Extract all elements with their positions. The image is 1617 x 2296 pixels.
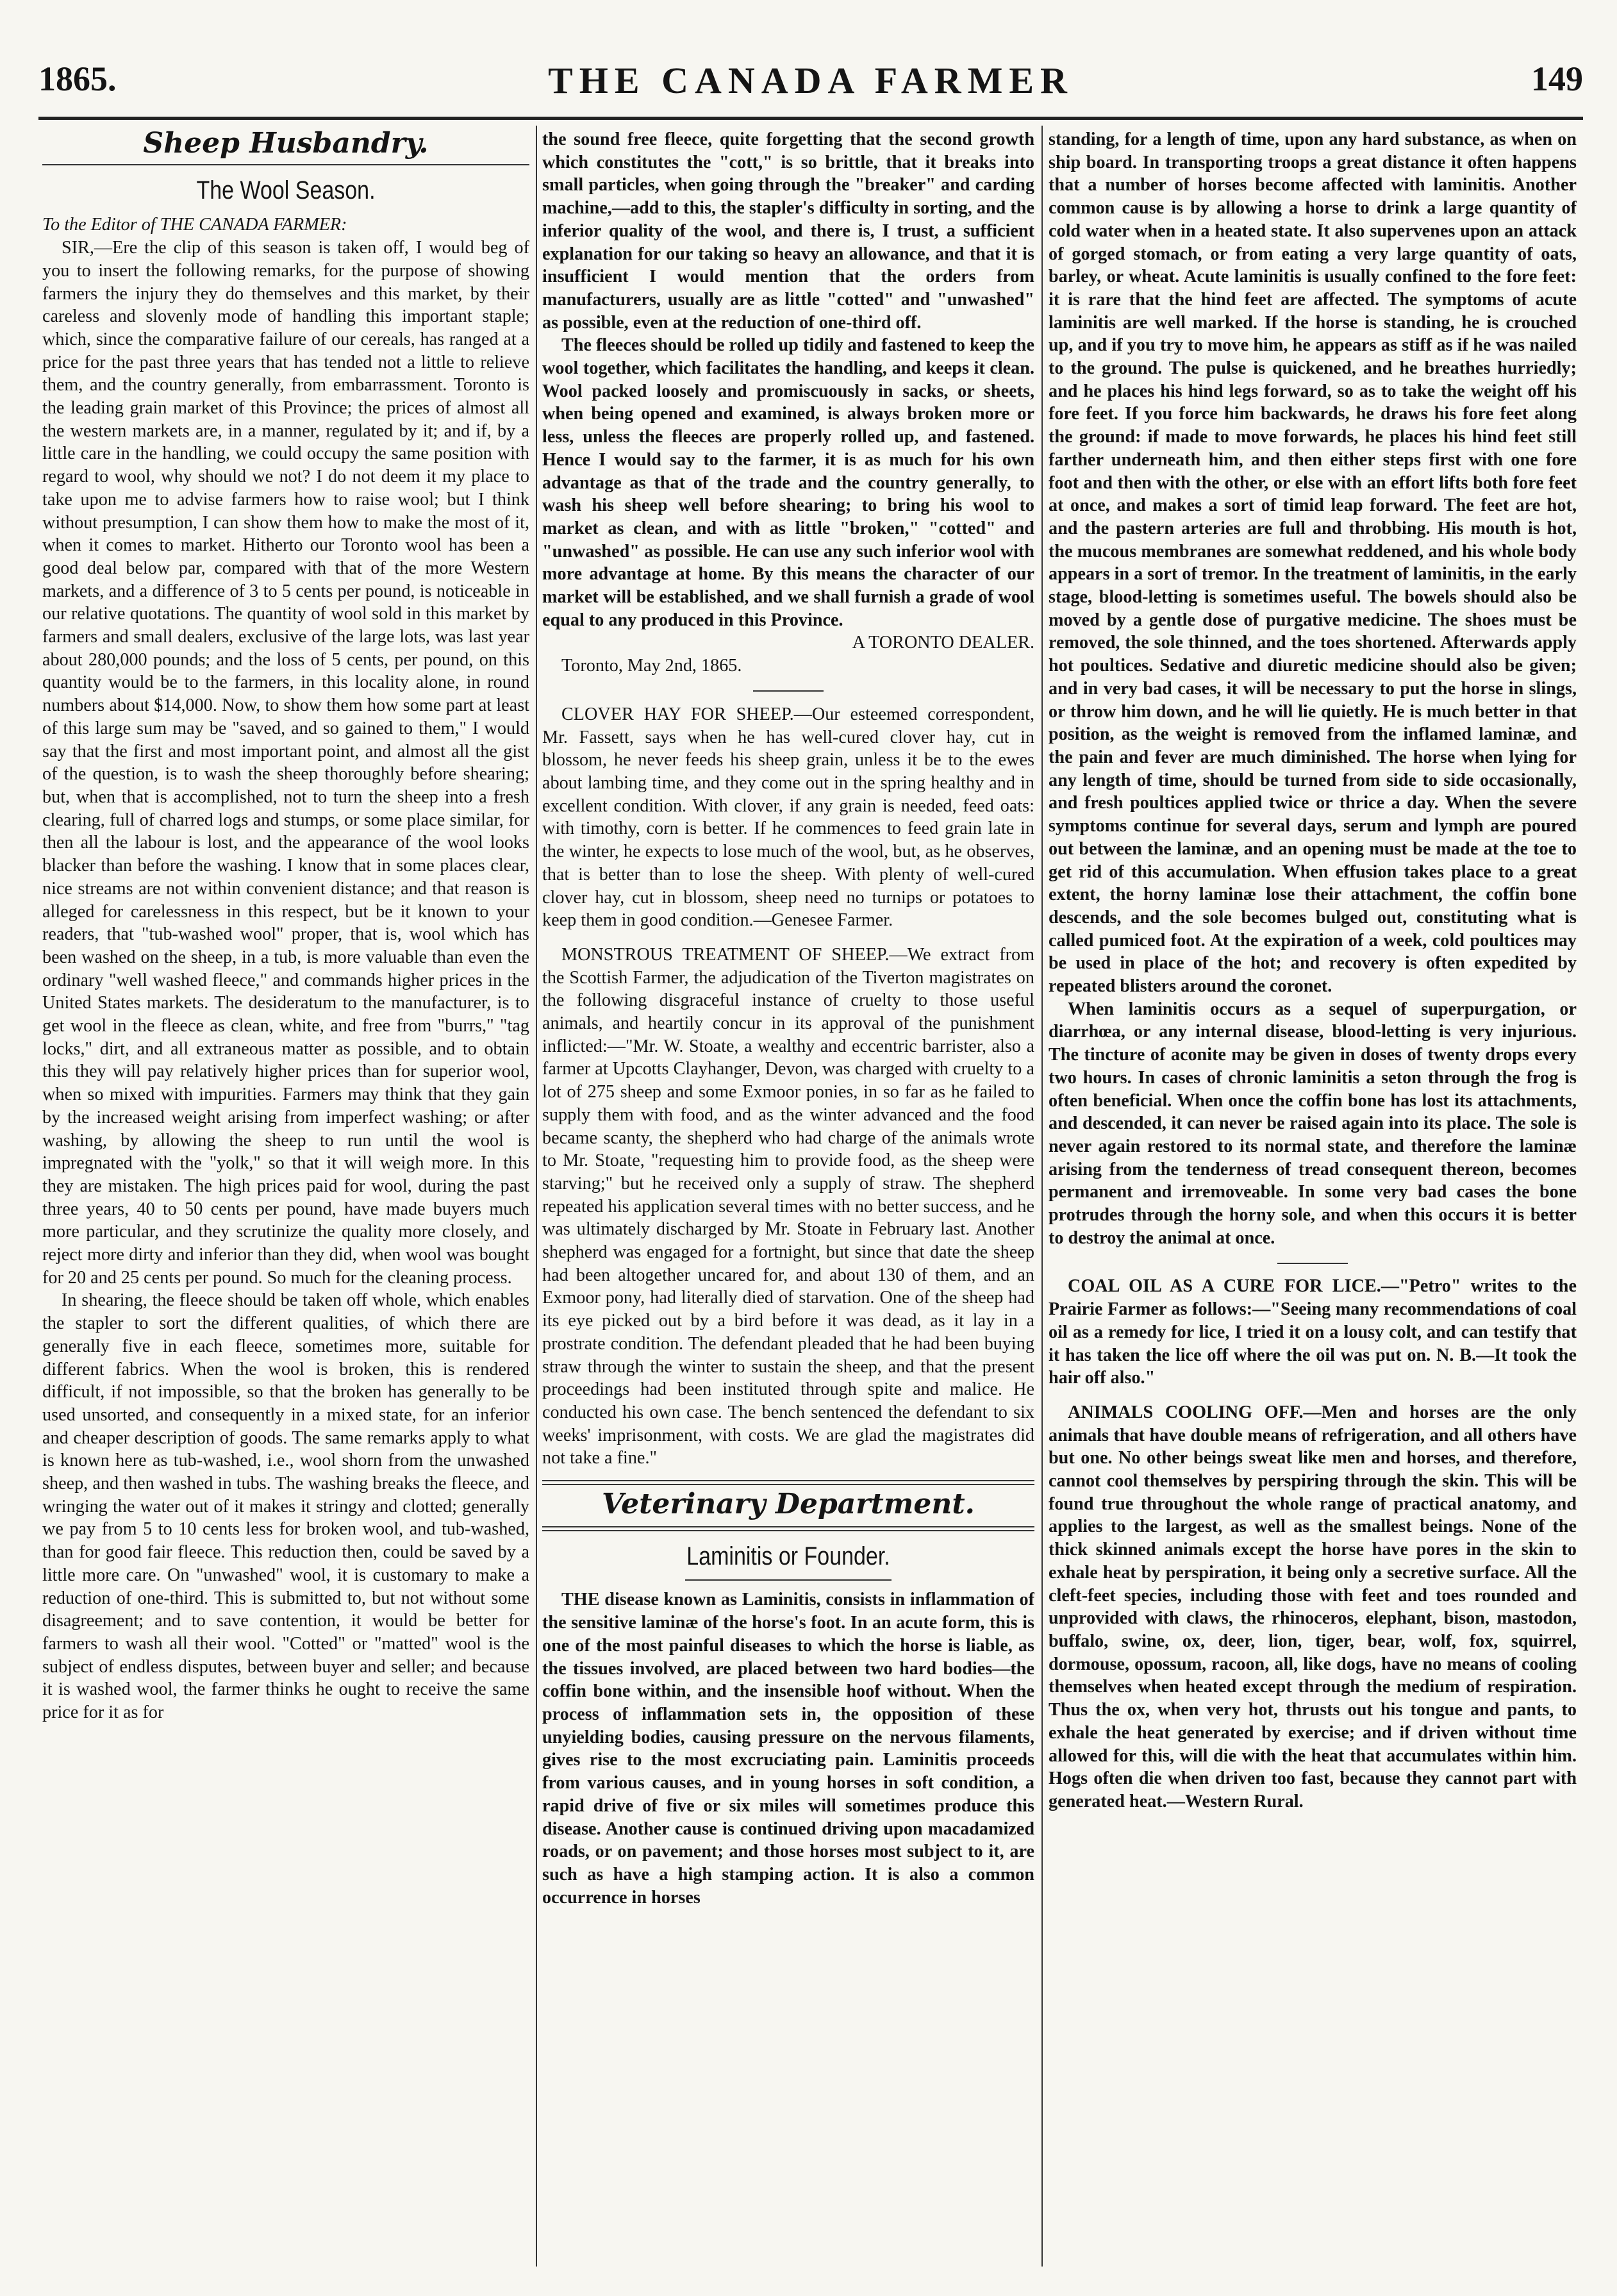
article-title-wool-season: The Wool Season. xyxy=(196,176,376,204)
section-heading-sheep: Sheep Husbandry. xyxy=(143,128,429,160)
article-paragraph: In shearing, the fleece should be taken off whole, which enables the stapler to sort the different qualities, of which there are generally five in each fleece, sometimes more, suitable for different fabrics. When the wool is broken, this is rendered difficult, if not impossible, so that the broken has generally to be used unsorted, and consequently in a mixed state, for an inferior and cheaper description of goods. The same remarks apply to what is known here as tub-washed, i.e., wool shorn from the unwashed sheep, and then washed in tubs. The washing breaks the fleece, and wringing the water out of it makes it stringy and clotted; generally we pay from 5 to 10 cents less for broken wool, and tub-washed, than for good fair fleece. This reduction then, could be saved by a little more care. On "unwashed" wool, it is customary to make a reduction of one-third. This is submitted to, but not without some disagreement; and to save contention, it would be better for farmers to wash all their wool. "Cotted" or "matted" wool is the subject of endless disputes, between buyer and seller; and because it is washed wool, the farmer thinks he ought to receive the same price for it as for xyxy=(42,1290,529,1723)
masthead-year: 1865. xyxy=(38,60,117,98)
news-item-clover-hay: CLOVER HAY FOR SHEEP.—Our esteemed correspondent, Mr. Fassett, says when he has well-cured clover hay, cut in blossom, he never feeds his sheep grain, unless it be to the ewes about lambing time, and they come out in the spring healthy and in excellent condition. With clover, if any grain is needed, feed oats: with timothy, corn is better. If he commences to feed grain late in the winter, he expects to lose much of the wool, but, as he observes, that is better than to lose the sheep. With plenty of well-cured clover hay, cut in blossom, sheep need no turnips or potatoes to keep them in good condition.—Genesee Farmer. xyxy=(542,704,1034,931)
title-rule xyxy=(685,1579,892,1581)
news-item-animals-cooling: ANIMALS COOLING OFF.—Men and horses are the only animals that have double means of refrigeration, and all others have but one. No other beings sweat like men and horses, and therefore, cannot cool themselves by perspiring through the skin. This will be found true throughout the whole range of practical anatomy, and applies to the largest, as well as the smallest beings. None of the thick skinned animals except the horse have pores in the skin to exhale heat by perspiration, it being only a secretive surface. All the cleft-feet species, including those with feet and toes rounded and unprovided with claws, the rhinoceros, elephant, bison, mastodon, buffalo, swine, ox, deer, lion, tiger, bear, wolf, fox, squirrel, dormouse, opossum, racoon, all, like dogs, have no means of cooling themselves when heated except through the medium of respiration. Thus the ox, when very hot, thrusts out his tongue and pants, to exhale the heat generated by exercise; and if driven without time allowed for this, will die with the heat that accumulates within him. Hogs often die when driven too fast, because they cannot part with generated heat.—Western Rural. xyxy=(1049,1402,1577,1811)
column-2 xyxy=(542,128,1034,2263)
article-paragraph: standing, for a length of time, upon any hard substance, as when on ship board. In transporting troops a great distance it often happens that a number of horses become affected with laminitis. Another common cause is by allowing a horse to drink a large quantity of cold water when in a heated state. It also supervenes upon an attack of gorged stomach, or from eating a very large quantity of oats, barley, or wheat. Acute laminitis is usually confined to the fore feet: it is rare that the hind feet are affected. The symptoms of acute laminitis are well marked. If the horse is standing, he is crouched up, and if you try to move him, he appears as stiff as if he was nailed to the ground. The pulse is quickened, and he breathes hurriedly; and he places his hind legs forward, so as to take the weight off his fore feet. If you force him backwards, he draws his fore feet along the ground: if made to move forwards, he places his hind feet still farther underneath him, and then either steps first with one fore foot and then with the other, or else with an effort lifts both fore feet at once, and makes a sort of timid leap forward. The feet are hot, and the pastern arteries are full and throbbing. His mouth is hot, the mucous membranes are somewhat reddened, and his whole body appears in a sort of tremor. In the treatment of laminitis, in the early stage, blood-letting is sometimes useful. The bowels should also be moved by a gentle dose of purgative medicine. The shoes must be removed, the sole thinned, and the toes shortened. Afterwards apply hot poultices. Sedative and diuretic medicine should also be given; and in very bad cases, it will be necessary to put the horse in slings, or throw him down, and he will lie quietly. He is much better in that position, as the weight is removed from the inflamed laminæ, and the pain and fever are much diminished. The horse when lying for any length of time, should be turned from side to side occasionally, and fresh poultices applied twice or thrice a day. When the severe symptoms continue for several days, serum and lymph are poured out between the laminæ, and an opening must be made at the toe to get rid of this accumulation. When effusion takes place to a great extent, the horny laminæ lose their attachment, the coffin bone descends, and the sole becomes bulged out, constituting what is called pumiced foot. At the expiration of a week, cold poultices may be used in place of the hot; and recovery is often expedited by repeated blisters around the coronet. xyxy=(1049,129,1577,997)
salutation: To the Editor of THE CANADA FARMER: xyxy=(42,215,347,235)
news-item-coal-oil: COAL OIL AS A CURE FOR LICE.—"Petro" writes to the Prairie Farmer as follows:—"Seeing many recommendations of coal oil as a remedy for lice, I tried it on a lousy colt, and can testify that it has taken the lice off where the oil was put on. N. B.—It took the hair off also." xyxy=(1049,1276,1577,1388)
masthead xyxy=(38,59,1583,110)
ornament-divider xyxy=(542,684,1034,697)
article-paragraph: SIR,—Ere the clip of this season is taken off, I would beg of you to insert the following remarks, for the purpose of showing farmers the injury they do themselves and this market, by their careless and slovenly mode of handling this important staple; which, since the comparative failure of our cereals, has ranged at a price for the past three years that has tended not a little to relieve them, and the country generally, from embarrassment. Toronto is the leading grain market of this Province; the prices of almost all the western markets are, in a manner, regulated by it; and if, by a little care in the handling, we could occupy the same position with regard to wool, why should we not? I do not deem it my place to take upon me to advise farmers how to raise wool; but I think without presumption, I can show them how to make the most of it, when it comes to market. Hitherto our Toronto wool has been a good deal below par, compared with that of the more Western markets, and a difference of 3 to 5 cents per pound, is noticeable in our relative quotations. The quantity of wool sold in this market by farmers and small dealers, exclusive of the large lots, was last year about 280,000 pounds; and the loss of 5 cents, per pound, on this quantity would be to the farmers, in this locality alone, in round numbers about $14,000. Now, to show them how some part at least of this large sum may be "saved, and so gained to them," I would say that the first and most important point, and almost all the gist of the question, is to wash the sheep thoroughly before shearing; but, when that is accomplished, not to turn the sheep into a fresh clearing, full of charred logs and stumps, or some place similar, for then all the labour is lost, and the appearance of the wool looks blacker than before the washing. I know that in some places clear, nice streams are not within convenient distance; and that reason is alleged for carelessness in this respect, but be it known to your readers, that "tub-washed wool" proper, that is, wool which has been washed on the sheep, in a tub, is more valuable than even the ordinary "well washed fleece," and commands higher prices in the United States markets. The desideratum to the manufacturer, is to get wool in the fleece as clean, white, and free from "burrs," "tag locks," dirt, and all extraneous matter as possible, and to obtain this they will pay relatively higher prices than for superior wool, when so mixed with impurities. Farmers may think that they gain by the increased weight arising from imperfect washing; or after washing, by allowing the sheep to run until the wool is impregnated with the "yolk," so that it will weigh more. In this they are mistaken. The high prices paid for wool, during the past three years, 40 to 50 cents per pound, have made buyers much more particular, and they scrutinize the quality more closely, and reject more dirty and inferior than they did, when wool was bought for 20 and 25 cents per pound. So much for the cleaning process. xyxy=(42,238,529,1288)
masthead-title: THE CANADA FARMER xyxy=(548,60,1074,101)
section-rule xyxy=(42,164,529,165)
article-paragraph: When laminitis occurs as a sequel of superpurgation, or diarrhœa, or any internal disease, blood-letting is very injurious. The tincture of aconite may be given in doses of twenty drops every two hours. In cases of chronic laminitis a seton through the frog is often beneficial. When once the coffin bone has lost its attachments, and descended, it can never be raised again into its place. The sole is never again restored to its normal state, and therefore the laminæ arising from the tenderness of tread consequent thereon, becomes permanent and irremoveable. In some very bad cases the bone protrudes through the horny sole, and when this occurs it is better to destroy the animal at once. xyxy=(1049,999,1577,1248)
column-3 xyxy=(1049,128,1577,2263)
section-rule xyxy=(542,1480,1034,1485)
masthead-rule xyxy=(38,117,1583,120)
column-1 xyxy=(42,128,529,2263)
column-divider xyxy=(1041,126,1043,2267)
dateline: Toronto, May 2nd, 1865. xyxy=(561,656,742,676)
column-divider xyxy=(536,126,537,2267)
section-rule xyxy=(542,1526,1034,1531)
article-paragraph: The fleeces should be rolled up tidily and fastened to keep the wool together, which facilitates the handling, and keeps it clean. Wool packed loosely and promiscuously in sacks, or sheets, when being opened and examined, is always broken more or less, unless the fleeces are properly rolled up, and fastened. Hence I would say to the farmer, it is as much for his own advantage as that of the trade and the country generally, to wash his sheep well before shearing; to bring his wool to market as clean, and with as little "broken," "cotted" and "unwashed" as possible. He can use any such inferior wool with more advantage at home. By this means the character of our market will be established, and we shall furnish a grade of wool equal to any produced in this Province. xyxy=(542,335,1034,630)
signature: A TORONTO DEALER. xyxy=(852,633,1034,653)
section-heading-veterinary: Veterinary Department. xyxy=(602,1488,975,1521)
news-item-monstrous-treatment: MONSTROUS TREATMENT OF SHEEP.—We extract from the Scottish Farmer, the adjudication of the Tiverton magistrates on the following disgraceful instance of cruelty to those useful animals, and heartily concur in its approval of the punishment inflicted:—"Mr. W. Stoate, a wealthy and eccentric barrister, also a farmer at Upcotts Clayhanger, Devon, was charged with cruelty to a lot of 275 sheep and some Exmoor ponies, in so far as he failed to supply them with food, and as the winter advanced and the food became scanty, the shepherd who had charge of the animals wrote to Mr. Stoate, "requesting him to provide food, as the sheep were starving;" but he received only a supply of straw. The shepherd repeated his application several times with no better success, and he was ultimately discharged by Mr. Stoate in February last. Another shepherd was engaged for a fortnight, but since that date the sheep had been altogether uncared for, and about 130 of them, and an Exmoor pony, had literally died of starvation. One of the sheep had its eye picked out by a bird before it was dead, as it lay in a prostrate condition. The defendant pleaded that he had been buying straw through the winter to sustain the sheep, and that the present proceedings had been instituted through spite and malice. He conducted his own case. The bench sentenced the defendant to six weeks' imprisonment, with costs. We are glad the magistrates did not take a fine." xyxy=(542,944,1034,1468)
article-paragraph: the sound free fleece, quite forgetting that the second growth which constitutes the "cott," is so brittle, that it breaks into small particles, when going through the "breaker" and carding machine,—add to this, the stapler's difficulty in sorting, and the inferior quality of the wool, and there is, I trust, a sufficient explanation for our taking so heavy an allowance, and that it is insufficient I would mention that the orders from manufacturers, usually are as little "cotted" and "unwashed" as possible, even at the reduction of one-third off. xyxy=(542,129,1034,333)
ornament-divider xyxy=(1049,1256,1577,1269)
article-title-laminitis: Laminitis or Founder. xyxy=(686,1542,890,1570)
page-number: 149 xyxy=(1531,60,1583,98)
article-paragraph: THE disease known as Laminitis, consists in inflammation of the sensitive laminæ of the horse's foot. In an acute form, this is one of the most painful diseases to which the horse is liable, as the tissues involved, are placed between two hard bodies—the coffin bone within, and the insensible hoof without. When the process of inflammation sets in, the opposition of these unyielding bodies, causing pressure on the nervous filaments, gives rise to the most excruciating pain. Laminitis proceeds from various causes, and in young horses in soft condition, a rapid drive of five or six miles will sometimes produce this disease. Another cause is continued driving upon macadamized roads, or on pavement; and those horses most subject to it, are such as have a high stamping action. It is also a common occurrence in horses xyxy=(542,1590,1034,1908)
